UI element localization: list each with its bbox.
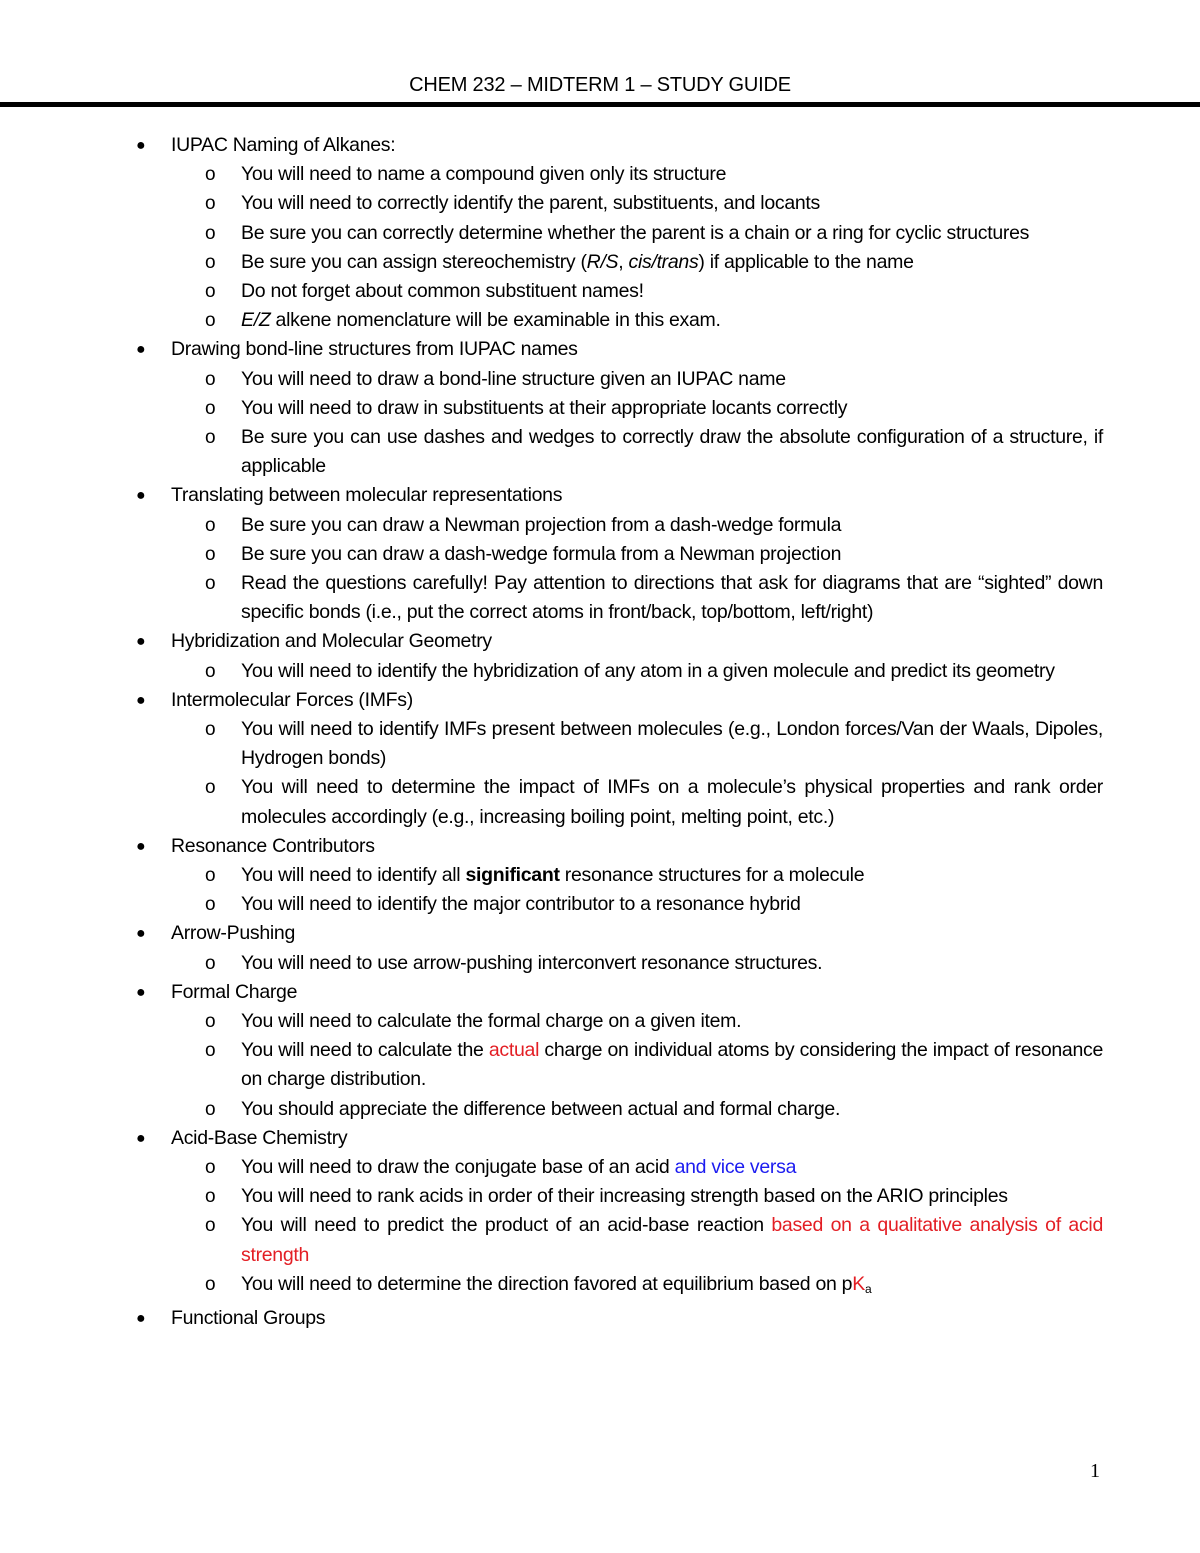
topic-arrow-pushing	[0, 919, 1200, 948]
sub-bullet-icon: o	[205, 543, 216, 565]
sub-bullet-icon: o	[205, 164, 216, 186]
list-item: o Be sure you can draw a dash-wedge formula from a Newman projection	[0, 540, 1103, 569]
sub-bullet-icon: o	[205, 1186, 216, 1208]
list-item: o You will need to determine the direction favored at equilibrium based on $pK_a$	[0, 1270, 1103, 1304]
list-item: o You should appreciate the difference between actual and formal charge.	[0, 1095, 1103, 1124]
topic-title: Functional Groups	[171, 1306, 326, 1329]
header-divider	[0, 102, 1200, 107]
bullet-icon: ●	[136, 837, 146, 855]
list-item: o Be sure you can draw a Newman projection from a dash-wedge formula	[0, 511, 1103, 540]
bullet-icon: ●	[136, 925, 146, 943]
topic-bond-line	[0, 335, 1200, 364]
topic-title: Intermolecular Forces (IMFs)	[171, 688, 413, 711]
sub-bullet-icon: o	[205, 281, 216, 302]
topic-title: Acid-Base Chemistry	[171, 1126, 348, 1149]
sub-bullet-icon: o	[205, 1010, 216, 1032]
topic-title: Resonance Contributors	[171, 834, 375, 857]
subscript-text: a	[864, 1281, 872, 1296]
highlight-text: K	[852, 1272, 865, 1295]
list-item: o You will need to rank acids in order of their increasing strength based on the ARIO principles	[0, 1182, 1103, 1211]
bullet-icon: ●	[136, 487, 146, 505]
sub-bullet-icon: o	[205, 397, 216, 419]
sub-bullet-icon: o	[205, 193, 216, 215]
sub-bullet-icon: o	[205, 1273, 216, 1295]
topic-title: Translating between molecular representations	[171, 484, 563, 507]
italic-term: R/S	[586, 250, 619, 273]
highlight-text: actual	[488, 1039, 540, 1062]
sub-bullet-icon: o	[205, 777, 216, 799]
list-item: o You will need to calculate the actual charge on individual atoms by considering the impact of resonance on charge distribution.	[0, 1036, 1103, 1094]
topic-title: Drawing bond-line structures from IUPAC names	[171, 338, 578, 361]
emphasis-text: significant	[465, 863, 560, 886]
page-number: 1	[1090, 1460, 1100, 1482]
topic-title: Hybridization and Molecular Geometry	[171, 630, 492, 653]
page-title: CHEM 232 – MIDTERM 1 – STUDY GUIDE	[409, 74, 791, 96]
list-item: o You will need to draw a bond-line structure given an IUPAC name	[0, 365, 1103, 394]
highlight-text: and vice versa	[674, 1155, 797, 1178]
sub-bullet-icon: o	[205, 894, 216, 916]
sub-bullet-icon: o	[205, 1040, 216, 1062]
italic-term: cis/trans	[628, 250, 699, 273]
list-item: o You will need to determine the impact of IMFs on a molecule’s physical properties and rank order molecules accordingly (e.g., increasing boiling point, melting point, etc.)	[0, 773, 1103, 831]
list-item: o You will need to identify all significant resonance structures for a molecule	[0, 861, 1103, 890]
list-item: o You will need to calculate the formal charge on a given item.	[0, 1007, 1103, 1036]
list-item	[0, 248, 1103, 277]
sub-bullet-icon: o	[205, 718, 216, 740]
list-item: o Be sure you can use dashes and wedges to correctly draw the absolute configuration of a structure, if applicable	[0, 423, 1103, 481]
bullet-icon: ●	[136, 137, 146, 154]
list-item: o You will need to draw the conjugate base of an acid and vice versa	[0, 1153, 1103, 1182]
list-item: o You will need to identify IMFs present between molecules (e.g., London forces/Van der Waals, Dipoles, Hydrogen bonds)	[0, 715, 1103, 773]
sub-bullet-icon: o	[205, 310, 216, 332]
topic-functional-groups	[0, 1304, 1200, 1333]
sub-bullet-icon: o	[205, 514, 216, 536]
sub-bullet-icon: o	[205, 952, 216, 974]
bullet-icon: ●	[136, 1309, 146, 1327]
sub-bullet-icon: o	[205, 427, 216, 448]
topic-acid-base	[0, 1124, 1200, 1153]
list-item: o You will need to draw in substituents at their appropriate locants correctly	[0, 394, 1103, 423]
bullet-icon: ●	[136, 341, 146, 359]
topic-title: IUPAC Naming of Alkanes:	[171, 134, 396, 156]
sub-bullet-icon: o	[205, 1098, 216, 1120]
topic-resonance	[0, 832, 1200, 861]
bullet-icon: ●	[136, 1129, 146, 1147]
list-item: o You will need to name a compound given only its structure	[0, 160, 1103, 189]
sub-bullet-icon: o	[205, 573, 216, 594]
sub-bullet-icon: o	[205, 368, 216, 390]
sub-bullet-icon: o	[205, 660, 216, 682]
study-guide-list	[0, 131, 1200, 1333]
topic-iupac-naming	[0, 131, 1200, 160]
list-item	[0, 306, 1103, 335]
sub-bullet-icon: o	[205, 251, 216, 273]
sub-bullet-icon: o	[205, 1215, 216, 1237]
list-item-text: Be sure you can assign stereochemistry (R/S, cis/trans) if applicable to the name	[241, 250, 914, 273]
list-item: o Read the questions carefully! Pay attention to directions that ask for diagrams that are “sighted” down specific bonds (i.e., put the correct atoms in front/back, top/bottom, left/right)	[0, 569, 1103, 627]
highlight-text: based on a qualitative analysis of acid strength	[241, 1214, 1103, 1266]
topic-hybridization	[0, 627, 1200, 656]
bullet-icon: ●	[136, 633, 146, 651]
list-item: o Do not forget about common substituent names!	[0, 277, 1103, 306]
sub-bullet-icon: o	[205, 1156, 216, 1178]
italic-term: E/Z	[241, 309, 271, 332]
topic-title: Arrow-Pushing	[171, 922, 295, 945]
topic-imfs	[0, 686, 1200, 715]
list-item: o You will need to predict the product of an acid-base reaction based on a qualitative analysis of acid strength	[0, 1211, 1103, 1269]
sub-bullet-icon: o	[205, 222, 216, 244]
bullet-icon: ●	[136, 983, 146, 1001]
list-item: o You will need to use arrow-pushing interconvert resonance structures.	[0, 949, 1103, 978]
list-item: o You will need to identify the major contributor to a resonance hybrid	[0, 890, 1103, 919]
topic-formal-charge	[0, 978, 1200, 1007]
topic-title: Formal Charge	[171, 980, 298, 1003]
sub-bullet-icon: o	[205, 864, 216, 886]
bullet-icon: ●	[136, 691, 146, 709]
list-item: o You will need to correctly identify the parent, substituents, and locants	[0, 189, 1103, 218]
list-item: o Be sure you can correctly determine whether the parent is a chain or a ring for cyclic structures	[0, 219, 1103, 248]
list-item-text: E/Z alkene nomenclature will be examinable in this exam.	[241, 309, 721, 332]
list-item: o You will need to identify the hybridization of any atom in a given molecule and predict its geometry	[0, 657, 1103, 686]
topic-representations	[0, 481, 1200, 510]
